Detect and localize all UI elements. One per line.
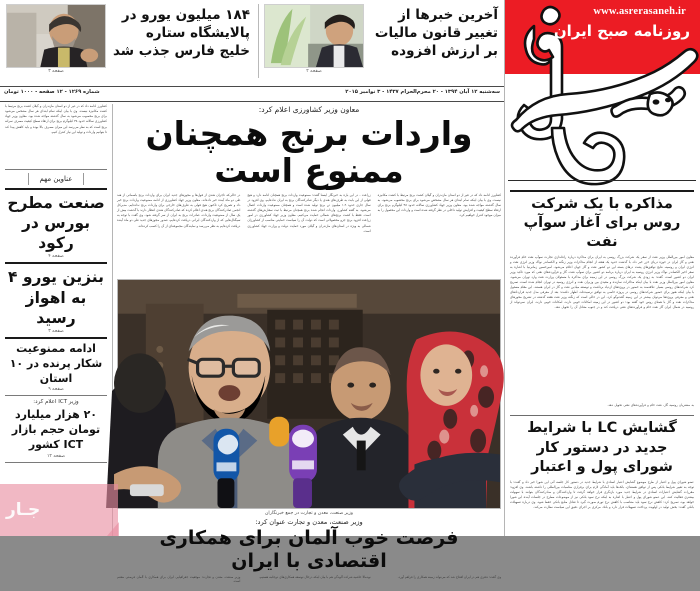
bottom-story-column-1: وزیر صنعت، معدن و تجارت: موقعیت جغرافیایی ایران برای همکاری با آلمان فرصتی مغتنم است. (117, 574, 241, 584)
teaser-left[interactable] (0, 0, 256, 86)
main-story-column-1: در حالی‌که تاجران هندی از قول‌ها و مجوزهای جدید ایران برای واردات برنج باسماتی از هند طی دو ماه آینده خبر داده‌اند، معاون وزیر جهاد کشاورزی از ادامه ممنوعیت واردات برنج خبر داد و تصریح کرد تاکنون هیچ قولی به طرف‌های خارجی برای واردات برنج نداده‌ایم. مدیرکل انجمن صادرکنندگان برنج هندی اعلام کرده که صادرکنندگان هندی انتظار دارند با گذشت بیش از یک سال از ممنوعیت واردات، صادرات برنج به ایران از سر گرفته شود. وی گفت با توجه به سیگنال‌هایی که از واردکنندگان ایرانی دریافت کرده‌ایم، صدور مجوزهای جدید طی دو ماه آینده دریافت کرده‌ایم به نظر می‌رسد و نمایندگان مجموعه‌ای از آن را کسب کرده‌اند. (117, 192, 241, 228)
main-story-column-2: زراعت - در این باره به خبرنگار ایسنا گفت: ممنوعیت واردات برنج همچنان ادامه دارد و هیچ قولی از این بابت به طرف‌های هندی یا دیگر صادرکنندگان برنج به ایران نداده‌ایم. وی افزود در سال جاری حدود ۱.۹ میلیون تن برنج تولید شده است و همچنان ممنوعیت واردات اعمال می‌شود. به گفته کشاورز، واردات انجام شده برنج همچنان مرتبط با ثبت سفارش‌های گذشته است. فقط با کشت برنج‌های شمالی حمایت می‌کنیم. معاون وزیر جهاد کشاورزی در امور زراعت افزود برنج جزو محصولاتی است که دولت آن را سیاست حمایتی مناسب از کشاورزان شمالی به ویژه در استان‌های مازندران و گیلان مورد حمایت دولت و وزارت جهاد کشاورزی است. (247, 192, 371, 233)
masthead-rule (508, 180, 696, 181)
bottom-story-body (117, 575, 501, 591)
bottom-story-column-2: نودمالا حاشیه شرکت آلودگی هم با بیان اینکه درحال توسعه همکاری‌های دوجانبه هستیم. (258, 574, 371, 579)
sidebar-item-3-headline: ادامه ممنوعیت شکار پرنده در ۱۰ استان (9, 341, 103, 385)
sidebar-item-4-page-ref: صفحه ۱۲ (46, 453, 66, 459)
bottom-story-headline: فرصت خوب آلمان برای همکاری اقتصادی با ایران (159, 526, 459, 572)
teaser-right-headline: آخرین خبرها از تغییر قانون مالیات بر ارزش افزوده (374, 7, 498, 59)
masthead-website[interactable]: www.asrerasaneh.ir (593, 6, 686, 17)
right-column (504, 188, 700, 536)
teaser-left-headline: ۱۸۴ میلیون یورو در پالایشگاه ستاره خلیج فارس جذب شد (112, 7, 250, 59)
sidebar-divider-6 (5, 462, 107, 463)
sidebar-item-3[interactable] (5, 342, 107, 393)
teaser-right-page-ref: صفحه ۲ (306, 69, 322, 74)
right-story-2-body: عضو شورای پول و اعتبار از طرح موضوع گشایش اعتبار اسنادی با شرایط جدید در دستور کار جلسه آتی این شورا خبر داد و گفت: با توجه به تغییر شرایط بانکی پس از توافق هسته‌ای، بانک‌ها باید آمادگی لازم برای برقراری مناسبات بین‌المللی را داشته باشند. وی افزود: مقررات گشایش اعتبارات اسنادی در شرایط جدید مورد بازنگری قرار خواهد گرفت تا واردکنندگان و صادرکنندگان بتوانند با سهولت بیشتری فعالیت کنند. این عضو شورای پول و اعتبار با اشاره به اینکه نرخ سود بانکی نیز از موضوعات مطرح در جلسات آینده این شورا خواهد بود، تصریح کرد: کاهش نرخ سود باید متناسب با کاهش نرخ تورم صورت گیرد تا تعادل منابع بانکی حفظ شود. وی درباره تسهیلات بانکی گفت: بخش تولید در اولویت پرداخت تسهیلات قرار دارد و بانک مرکزی بر اجرای دقیق این سیاست نظارت می‌کند. (510, 479, 694, 509)
sidebar-divider-5 (5, 395, 107, 396)
sidebar-intro-text: کشاورز ادامه داد که در غیر از دو استان مازندران و گیلان کشت برنج مرتبط با کشت مکانیزه نیست. وی با بیان اینکه تمام ابتدای هر سال مشخص می‌شود برای برنج محصوب می‌شود به سال گذشته مواجه شده بود. معاون وزیر جهاد کشاورزی سالانه حدود ۳۸ کیلوگرم برنج برای ارتقاء سطح کیفیت مصرف سرانه برنج است که به نظر می‌رسد این میزان مصرف بالا بوده و باید کاهش پیدا کند تا بتوانیم واردات و تولید این نیاز کنترل کنیم. (5, 104, 107, 134)
bottom-story-kicker: وزیر صنعت، معدن و تجارت عنوان کرد: (255, 517, 363, 526)
right-story-1-body: معاون امور بین‌الملل وزیر نفت از سفر یک شرکت بزرگ روسی به ایران برای مذاکره درباره راه‌اندازی تجارت سوآپ نفت خام فرآورده نفتی و گاز ایران در حوزه دریای خزر خبر داد. با گذشت حدود یک هفته از انجام مذاکرات وزیر زنگنه و الکساندر نواک وزیر انرژی نفت و انرژی ایران و روسیه، نتایج توافق‌های پشت درهای بسته این دو کشور نفت و گاز جهان اعلام می‌شود. امیرحسین زمانی‌نیا با اشاره به سفر اخیر الکساندر نواک وزیر انرژی روسیه به ایران درباره برنامه دو کشور برای سوآپ نفت، گاز و فرآورده‌های نفتی که مورد تاکید وزیر ایران دو کشور است، گفت: به زودی یک شرکت بزرگ روسی در این زمینه برای مذاکره با مسئولان وزارت نفت وارد تهران می‌شود. معاون امور بین‌الملل وزیر نفت با بیان اینکه مذاکرات سازنده و مفیدی بین وزیران نفت و انرژی روسیه در تهران انجام شده است، تصریح کرد شرکت‌های روسی بسیار علاقه‌مند به حضور در پروژه‌های ازدیاد برداشت و توسعه میادین نفت و گاز در ایران هستند. این مقام مسئول با بیان اینکه هنوز برای حضور شرکت‌های روسی در پروژه خاصی به توافق نرسیده‌اند، اظهار داشت: بعد از معرفی مدل جدید قراردادهای نفتی و معرفی پروژه‌ها می‌توان بیشتر در این زمینه گفت‌وگو کرد. این در حالی است که زنگنه وزیر نفت هفته گذشته در تشریح محورهای مذاکرات نفت و گاز با همتای روس خود گفته بود: دو کشور در این زمینه امکانات خوبی دارند، امکانات خوبی دارند، ایران نمی‌تواند از روسیه در شمال ایران گاز نفت خام و فرآورده‌های نفتی دریافت کند و در جنوب معادل آن را تحویل دهد. (510, 255, 694, 310)
sidebar-item-1[interactable] (5, 193, 107, 259)
sidebar-divider-3 (5, 262, 107, 264)
sidebar-important-headlines (0, 104, 112, 536)
sidebar-item-1-headline: صنعت مطرح بورس در رکود (7, 194, 105, 253)
watermark-text: جـار (6, 500, 41, 520)
sidebar-section-label: عناوین مهم (28, 173, 84, 185)
right-story-1-footer: به مشتریان روسیه گاز، نفت خام و فرآورده‌های نفتی تحویل دهد. (607, 403, 694, 408)
issue-info-bar (0, 86, 504, 102)
right-story-2-headline: گشایش LC با شرایط جدید در دستور کار شورای پول و اعتبار (527, 420, 677, 475)
teaser-divider (258, 4, 259, 78)
masthead (504, 0, 700, 186)
main-story-kicker: معاون وزیر کشاورزی اعلام کرد: (258, 105, 360, 114)
sidebar-item-2-page-ref: صفحه ۳ (48, 328, 64, 334)
sidebar-item-4[interactable] (5, 399, 107, 459)
main-story (114, 104, 504, 584)
main-story-body (117, 193, 501, 275)
sidebar-item-4-headline: ۲۰ هزار میلیارد تومان حجم بازار ICT کشور (11, 408, 101, 452)
sidebar-item-1-page-ref: صفحه ۴ (48, 254, 64, 260)
bottom-story-column-3: وی گفت: دفتری هم در ایران افتتاح شد که می‌تواند زمینه همکاری را فراهم آورد. (397, 574, 501, 579)
teaser-right[interactable] (258, 0, 504, 86)
sidebar-divider-4 (5, 337, 107, 339)
main-story-headline: واردات برنج همچنان ممنوع است (145, 114, 473, 190)
right-divider-1 (510, 190, 694, 192)
sidebar-divider-2 (5, 188, 107, 190)
right-story-1[interactable] (510, 195, 694, 412)
right-story-2[interactable] (510, 419, 694, 587)
main-story-photo (117, 279, 501, 509)
sidebar-item-4-kicker: وزیر ICT اعلام کرد: (33, 399, 79, 406)
masthead-subtitle: روزنامه صبح ایران (553, 22, 690, 40)
teaser-left-photo (6, 4, 106, 68)
main-story-column-3: کشاورز ادامه داد که در غیر از دو استان مازندران و گیلان کشت برنج مرتبط با کشت مکانیزه نیست. وی با بیان اینکه تمام ابتدای هر سال مشخص می‌شود برای برنج محصوب می‌شود، به سال گذشته مواجه شده بود. معاون وزیر جهاد کشاورزی سالانه حدود ۳۸ کیلوگرم برنج برای ارتقاء سطح کیفیت و افزایش تولید داخلی در نظر گرفته شده است و واردات این محصول را به میزان موجود کنترل خواهیم کرد. (377, 192, 502, 218)
teaser-right-photo (264, 4, 364, 68)
teaser-left-page-ref: صفحه ۳ (48, 69, 64, 74)
sidebar-item-2[interactable] (5, 267, 107, 333)
sidebar-item-3-page-ref: صفحه ۹ (48, 387, 64, 393)
main-photo-caption: وزیر صنعت، معدن و تجارت در جمع خبرنگاران (265, 510, 353, 516)
issue-date: سه‌شنبه ۱۲ آبان ۱۳۹۴ - ۲۰ محرم‌الحرام ۱۴۳۷ - ۳ نوامبر ۲۰۱۵ (345, 89, 500, 95)
right-story-1-headline: مذاکره با یک شرکت روس برای آغاز سوآپ نفت (523, 196, 681, 251)
right-divider-2 (510, 415, 694, 416)
issue-number: شماره ۱۲۶۹ - ۱۲ صفحه - ۱۰۰۰ تومان (4, 89, 100, 95)
sidebar-item-2-headline: بنزین یورو ۴ به اهواز رسید (8, 268, 104, 327)
sidebar-divider-1 (5, 169, 107, 170)
